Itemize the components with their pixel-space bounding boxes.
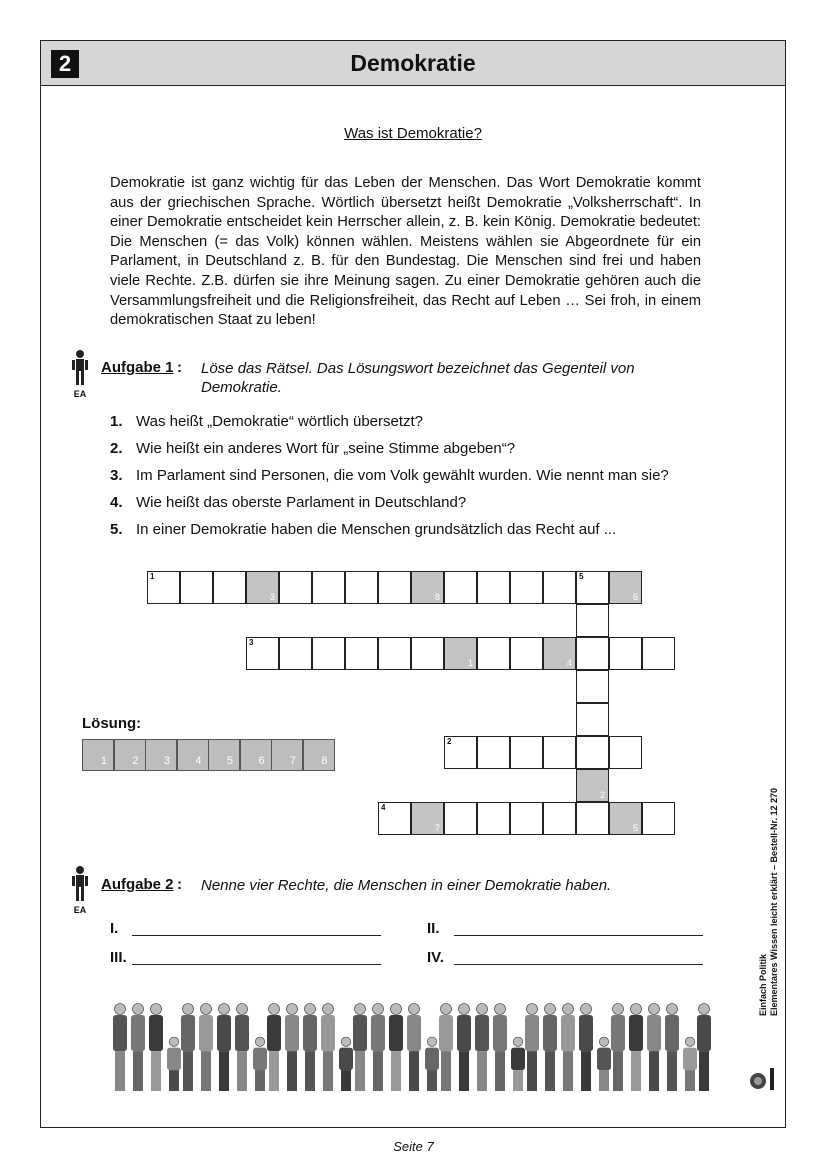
crossword-cell[interactable]: [246, 637, 279, 670]
answer-label-4: IV.: [427, 949, 444, 966]
task2-label-text: Aufgabe 2: [101, 876, 174, 893]
answer-label-1: I.: [110, 920, 119, 937]
solution-slot[interactable]: [145, 739, 177, 771]
crossword-cell[interactable]: [543, 571, 576, 604]
question-text: Was heißt „Demokratie“ wörtlich übersetzt?: [136, 413, 424, 430]
crossword-cell[interactable]: [345, 637, 378, 670]
solution-slot-number: 7: [289, 755, 296, 767]
crossword-cell[interactable]: [576, 670, 609, 703]
word-number: 2: [447, 737, 452, 746]
solution-index: 2: [599, 790, 605, 800]
worksheet-frame: [40, 40, 786, 1128]
person-figure: [235, 1004, 249, 1092]
answer-line-2[interactable]: [454, 935, 703, 936]
solution-slot-number: 5: [226, 755, 233, 767]
person-figure: [199, 1004, 213, 1092]
person-figure: [697, 1004, 711, 1092]
solution-slot[interactable]: [271, 739, 303, 771]
crossword-cell[interactable]: [312, 571, 345, 604]
crossword-cell[interactable]: [576, 571, 609, 604]
publisher-logo: [748, 1066, 778, 1097]
person-icon: [68, 349, 92, 399]
crossword-cell[interactable]: [411, 802, 444, 835]
question-text: Im Parlament sind Personen, die vom Volk gewählt wurden. Wie nennt man sie?: [136, 467, 669, 484]
person-figure: [425, 1037, 439, 1091]
word-number: 4: [381, 803, 386, 812]
solution-index: 4: [566, 658, 572, 668]
solution-slot[interactable]: [82, 739, 114, 771]
solution-slot[interactable]: [114, 739, 146, 771]
crossword-cell[interactable]: [147, 571, 180, 604]
person-figure: [149, 1004, 163, 1092]
question-item: [110, 413, 423, 430]
crossword-cell[interactable]: [213, 571, 246, 604]
ea-badge: EA: [73, 389, 87, 399]
sidebar-line2: Elementares Wissen leicht erklärt – Bestell-Nr. 12 270: [769, 787, 779, 1016]
person-figure: [321, 1004, 335, 1092]
solution-index: 7: [434, 823, 440, 833]
solution-slot[interactable]: [240, 739, 272, 771]
person-figure: [475, 1004, 489, 1092]
solution-label: Lösung:: [82, 715, 142, 732]
solution-slot-number: 1: [100, 755, 107, 767]
solution-slot[interactable]: [208, 739, 240, 771]
task1-instruction: Löse das Rätsel. Das Lösungswort bezeichnet das Gegenteil von Demokratie.: [201, 360, 635, 396]
person-figure: [439, 1004, 453, 1092]
people-illustration: [109, 999, 725, 1091]
person-figure: [543, 1004, 557, 1092]
header-bar: [41, 41, 785, 86]
answer-line-4[interactable]: [454, 964, 703, 965]
task1-label: [101, 359, 174, 376]
crossword-cell[interactable]: [444, 571, 477, 604]
solution-slot[interactable]: [303, 739, 335, 771]
word-number: 3: [249, 638, 254, 647]
person-figure: [511, 1037, 525, 1091]
person-figure: [611, 1004, 625, 1092]
crossword-cell[interactable]: [246, 571, 279, 604]
crossword-cell[interactable]: [411, 571, 444, 604]
answer-line-1[interactable]: [132, 935, 381, 936]
solution-index: 3: [269, 592, 275, 602]
crossword-cell[interactable]: [477, 637, 510, 670]
question-text: Wie heißt ein anderes Wort für „seine Stimme abgeben“?: [136, 440, 516, 457]
person-figure: [371, 1004, 385, 1092]
person-figure: [665, 1004, 679, 1092]
task2-colon: :: [177, 876, 182, 893]
question-number: 2.: [110, 440, 123, 457]
question-number: 1.: [110, 413, 123, 430]
person-figure: [113, 1004, 127, 1092]
person-figure: [525, 1004, 539, 1092]
page-title: Demokratie: [350, 50, 476, 76]
crossword-cell[interactable]: [312, 637, 345, 670]
question-item: [110, 494, 466, 511]
person-figure: [267, 1004, 281, 1092]
question-text: Wie heißt das oberste Parlament in Deutschland?: [136, 494, 467, 511]
person-figure: [181, 1004, 195, 1092]
page-number: Seite 7: [393, 1139, 434, 1154]
crossword-cell[interactable]: [543, 637, 576, 670]
solution-slot-number: 3: [163, 755, 170, 767]
person-figure: [457, 1004, 471, 1092]
person-figure: [597, 1037, 611, 1091]
word-number: 5: [579, 572, 584, 581]
crossword-cell[interactable]: [609, 802, 642, 835]
crossword-cell[interactable]: [576, 802, 609, 835]
task1-colon: :: [177, 359, 182, 376]
person-figure: [683, 1037, 697, 1091]
crossword-cell[interactable]: [543, 736, 576, 769]
person-figure: [493, 1004, 507, 1092]
person-figure: [389, 1004, 403, 1092]
crossword-cell[interactable]: [543, 802, 576, 835]
crossword-cell[interactable]: [510, 802, 543, 835]
crossword-cell[interactable]: [510, 736, 543, 769]
sidebar-line1: Einfach Politik: [758, 953, 768, 1016]
task1-label-text: Aufgabe 1: [101, 359, 174, 376]
crossword-cell[interactable]: [477, 571, 510, 604]
question-item: [110, 440, 515, 457]
person-figure: [339, 1037, 353, 1091]
crossword-cell[interactable]: [378, 637, 411, 670]
crossword-cell[interactable]: [510, 637, 543, 670]
answer-label-2: II.: [427, 920, 440, 937]
crossword-cell[interactable]: [444, 802, 477, 835]
solution-slot-number: 8: [321, 755, 328, 767]
crossword-cell[interactable]: [279, 637, 312, 670]
crossword-cell[interactable]: [510, 571, 543, 604]
crossword-cell[interactable]: [477, 802, 510, 835]
task2-label: [101, 876, 174, 893]
person-figure: [629, 1004, 643, 1092]
crossword-cell[interactable]: [411, 637, 444, 670]
solution-slot[interactable]: [177, 739, 209, 771]
solution-slot-number: 2: [132, 755, 139, 767]
crossword-cell[interactable]: [378, 571, 411, 604]
person-figure: [303, 1004, 317, 1092]
crossword-cell[interactable]: [180, 571, 213, 604]
crossword-cell[interactable]: [609, 637, 642, 670]
person-figure: [131, 1004, 145, 1092]
task2-instruction: Nenne vier Rechte, die Menschen in einer Demokratie haben.: [201, 877, 612, 894]
question-number: 5.: [110, 521, 123, 538]
crossword-cell[interactable]: [576, 703, 609, 736]
answer-line-3[interactable]: [132, 964, 381, 965]
person-figure: [167, 1037, 181, 1091]
question-text: In einer Demokratie haben die Menschen grundsätzlich das Recht auf ...: [136, 521, 617, 538]
person-figure: [647, 1004, 661, 1092]
ea-badge: EA: [73, 905, 87, 915]
crossword-cell[interactable]: [444, 736, 477, 769]
crossword-cell[interactable]: [576, 604, 609, 637]
person-figure: [217, 1004, 231, 1092]
crossword-cell[interactable]: [642, 637, 675, 670]
crossword-cell[interactable]: [576, 736, 609, 769]
person-figure: [285, 1004, 299, 1092]
person-icon: [68, 865, 92, 915]
question-item: [110, 521, 616, 538]
crossword-cell[interactable]: [609, 736, 642, 769]
person-figure: [579, 1004, 593, 1092]
crossword-cell[interactable]: [279, 571, 312, 604]
person-figure: [407, 1004, 421, 1092]
person-figure: [253, 1037, 267, 1091]
solution-slot-number: 6: [258, 755, 265, 767]
solution-index: 6: [632, 592, 638, 602]
answer-label-3: III.: [110, 949, 127, 966]
solution-slot-number: 4: [195, 755, 202, 767]
solution-index: 5: [632, 823, 638, 833]
question-number: 4.: [110, 494, 123, 511]
question-item: [110, 467, 669, 484]
intro-text: Demokratie ist ganz wichtig für das Leben der Menschen. Das Wort Demokratie kommt aus der griechischen Sprache. Wörtlich übersetzt heißt Demokratie „Volksherrschaft“. In einer Demokratie entscheidet kein Herrscher allein, z. B. kein König. Demokratie bedeutet: Die Menschen (= das Volk) können wählen. Meistens wählen sie Abgeordnete für ein Parlament, in Deutschland z. B. für den Bundestag. Die Menschen sind frei und haben viele Rechte. Z.B. dürfen sie ihre Meinung sagen. Zu einer Demokratie gehören auch die Versammlungsfreiheit und die Religionsfreiheit, das Recht auf Leben … Sei froh, in einem demokratischen Staat zu leben!: [110, 175, 701, 329]
person-figure: [353, 1004, 367, 1092]
section-number: 2: [51, 50, 79, 78]
crossword-cell[interactable]: [609, 571, 642, 604]
solution-index: 1: [467, 658, 473, 668]
crossword-cell[interactable]: [576, 637, 609, 670]
crossword-cell[interactable]: [378, 802, 411, 835]
section-subtitle: Was ist Demokratie?: [344, 125, 482, 142]
word-number: 1: [150, 572, 155, 581]
question-number: 3.: [110, 467, 123, 484]
crossword-cell[interactable]: [642, 802, 675, 835]
solution-index: 8: [434, 592, 440, 602]
crossword-cell[interactable]: [345, 571, 378, 604]
crossword-cell[interactable]: [477, 736, 510, 769]
person-figure: [561, 1004, 575, 1092]
crossword-cell[interactable]: [576, 769, 609, 802]
crossword-cell[interactable]: [444, 637, 477, 670]
